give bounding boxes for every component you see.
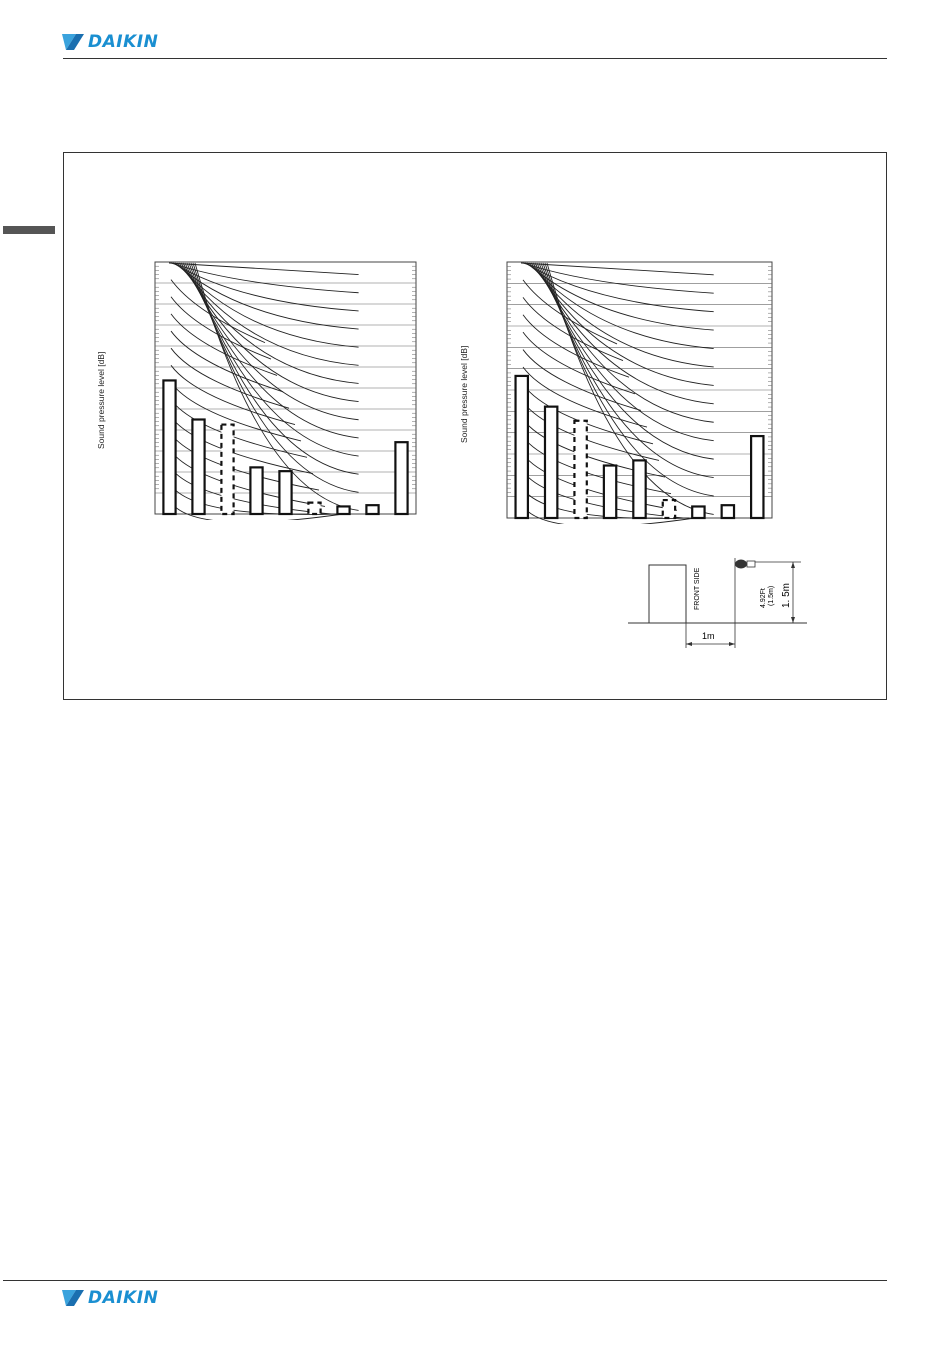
microphone-icon xyxy=(735,560,747,569)
nc-curve xyxy=(181,263,359,383)
bar xyxy=(663,500,675,518)
height-m-label: 1. 5m xyxy=(781,582,792,608)
nc-curve xyxy=(545,263,714,496)
nc-curve xyxy=(537,263,714,422)
distance-arrow-right xyxy=(729,642,735,646)
chart-right-ylabel: Sound pressure level [dB] xyxy=(459,345,469,443)
header-logo xyxy=(62,32,158,52)
bar xyxy=(192,420,204,515)
distance-arrow-left xyxy=(686,642,692,646)
nc-curve xyxy=(191,263,359,474)
bar xyxy=(308,503,320,514)
bar xyxy=(574,421,586,518)
bar xyxy=(516,376,528,518)
nc-curve xyxy=(529,263,714,349)
nc-curve xyxy=(185,263,359,420)
header-rule xyxy=(63,58,887,59)
nc-curve xyxy=(531,263,714,367)
distance-label: 1m xyxy=(702,631,715,641)
bar xyxy=(163,380,175,514)
bar xyxy=(751,436,763,518)
bar xyxy=(395,442,407,514)
bar xyxy=(604,466,616,518)
nc-curve xyxy=(171,314,277,375)
measurement-diagram xyxy=(625,548,815,658)
chart-left-ylabel: Sound pressure level [dB] xyxy=(96,351,106,449)
footer-logo xyxy=(62,1288,158,1308)
nc-curve xyxy=(523,367,647,427)
nc-curve xyxy=(189,263,359,456)
height-ft-label: 4.92Ft xyxy=(760,588,767,608)
bar xyxy=(250,467,262,514)
nc-curve xyxy=(179,263,359,365)
nc-curve xyxy=(541,263,714,459)
nc-curve xyxy=(533,263,714,385)
nc-curve xyxy=(543,263,714,478)
daikin-logo-icon xyxy=(62,32,84,52)
bar xyxy=(337,506,349,514)
footer-rule xyxy=(3,1280,887,1281)
daikin-logo-icon xyxy=(62,1288,84,1308)
height-arrow-top xyxy=(791,562,795,568)
unit-box xyxy=(649,565,686,623)
bar xyxy=(279,471,291,514)
nc-curve xyxy=(523,332,635,394)
nc-curve xyxy=(193,263,359,492)
chart-left xyxy=(150,258,422,520)
bar xyxy=(366,505,378,514)
brand-name: DAIKIN xyxy=(88,1288,159,1308)
height-arrow-bottom xyxy=(791,617,795,623)
bar xyxy=(545,407,557,518)
bar xyxy=(722,505,734,518)
height-m-small-label: (1.5m) xyxy=(768,585,775,606)
brand-name: DAIKIN xyxy=(88,32,159,52)
nc-curve xyxy=(177,263,359,347)
section-tab xyxy=(3,226,55,234)
chart-right xyxy=(502,258,778,524)
bar xyxy=(633,460,645,518)
microphone-body xyxy=(747,561,755,567)
bar xyxy=(221,425,233,514)
front-side-label: FRONT SIDE xyxy=(694,567,701,610)
nc-curve xyxy=(535,263,714,404)
bar xyxy=(692,506,704,518)
